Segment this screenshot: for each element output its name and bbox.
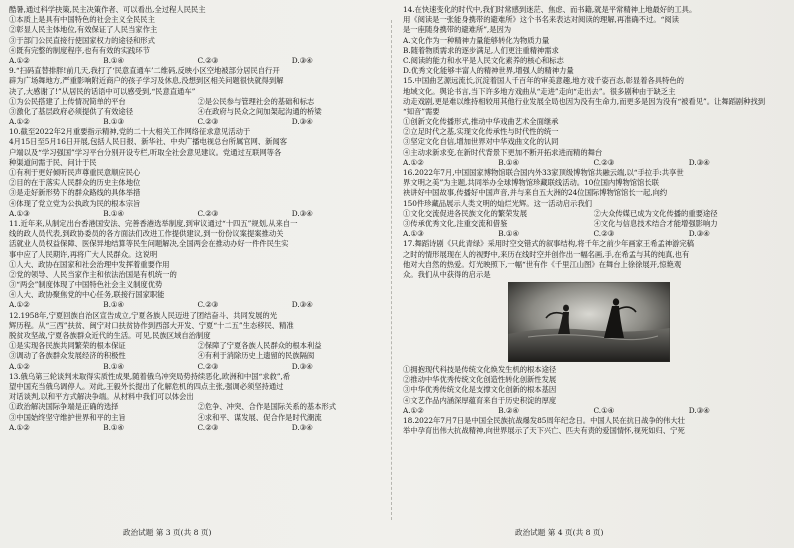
choice-item: A.文化作为一种精神力量能够转化为物质力量 xyxy=(403,35,550,45)
choice-item: ③中国始终坚守维护世界和平的主旨 xyxy=(9,412,126,422)
question-17 xyxy=(403,239,784,416)
question-stem: 事中应了人民期许,再将广大人民群众。这说明 xyxy=(9,249,158,259)
answer-options xyxy=(403,229,784,239)
option-c: C.②③ xyxy=(197,422,219,432)
answer-options xyxy=(9,300,386,310)
answer-options xyxy=(9,209,386,219)
choice-item: ②党的领导、人民当家作主和依法治国是有机统一的 xyxy=(9,269,177,279)
choice-item: ③调动了各族群众发展经济的积极性 xyxy=(9,351,126,361)
question-stem: 界文明之美”为主题,共同举办全球博物馆珍藏联线活动。10位国内博物馆馆长联 xyxy=(403,178,659,188)
option-b: B.①④ xyxy=(103,300,124,310)
option-b: B.①④ xyxy=(498,157,519,167)
page-footer-right: 政治试题 第 4 页(共 8 页) xyxy=(515,528,604,537)
right-column xyxy=(403,5,784,436)
choice-row xyxy=(9,341,386,351)
dance-photo-graphic xyxy=(508,282,670,362)
option-c: C.②③ xyxy=(593,229,615,239)
choice-item: ②彰显人民主体地位,有效保证了人民当家作主 xyxy=(9,25,158,35)
question-stem: 150件珍藏品展示人类文明的灿烂光辉。这一活动启示我们 xyxy=(403,198,592,208)
question-stem: 举中孕育出伟大抗战精神,向世界展示了天下兴亡、匹夫有责的爱国情怀,视死如归、宁死 xyxy=(403,426,685,436)
option-a: A.①② xyxy=(9,117,30,127)
choice-item: ②危争、冲突、合作是国际关系的基本形式 xyxy=(197,402,337,412)
choice-item: ③是走好新形势下的群众路线的具体举措 xyxy=(9,188,141,198)
choice-row xyxy=(403,209,784,219)
question-stem: 对话谈判,以和平方式解决争端。从材料中我们可以体会出 xyxy=(9,392,194,402)
question-stem: 10.截至2022年2月重要指示精神,党的二十大相关工作网络征求意见活动于 xyxy=(9,127,251,137)
page-footer-left: 政治试题 第 3 页(共 8 页) xyxy=(123,528,212,537)
question-stem: 14.在快速变化的时代中,我们时常感到迷茫、焦虑、而书籍,就是平常精神上地最好的工具。 xyxy=(403,5,697,14)
question-9 xyxy=(9,66,386,127)
choice-item: ②目的在于落实人民群众的历史主体地位 xyxy=(9,178,141,188)
choice-row xyxy=(9,107,386,117)
choice-item: ②立足时代之基,实现文化传承性与时代性的统一 xyxy=(403,127,559,137)
choice-item: ④文化与信息技术结合才能增强影响力 xyxy=(593,218,718,228)
question-18 xyxy=(403,416,784,436)
dance-stage-photo xyxy=(508,282,670,362)
question-stem: 17.舞蹈诗剧《只此青绿》采用时空交错式的叙事结构,将千年之前少年画家王希孟神游完稿 xyxy=(403,239,694,249)
option-b: B.①④ xyxy=(498,229,519,239)
option-a: A.①③ xyxy=(9,208,30,218)
question-stem: 望中国充当俄乌调停人。对此,王毅外长提出了化解危机的四点主张,强调必须坚持通过 xyxy=(9,381,284,391)
answer-options xyxy=(9,362,386,372)
option-a: A.①② xyxy=(9,55,30,65)
choice-item: ④既有完整的制度程序,也有有效的实践环节 xyxy=(9,45,150,55)
option-d: D.③④ xyxy=(291,422,313,432)
question-stem: 12.1958年,宁夏回族自治区宣告成立,宁夏各族人民迈进了团结奋斗、共同发展的光 xyxy=(9,310,277,320)
option-a: A.①③ xyxy=(403,229,424,239)
option-a: A.①② xyxy=(9,300,30,310)
question-stem: 线的政人员代表,到政协委员的各方面法们改进工作提供建议,到一份份议案提案推动关 xyxy=(9,229,284,239)
answer-options xyxy=(403,158,784,168)
option-d: D.③④ xyxy=(688,229,710,239)
question-stem: 众。我们从中获得的启示是 xyxy=(403,269,491,279)
question-stem: 决了,大感谢了!”从居民的话语中可以感受到,“民意直通车” xyxy=(9,86,196,96)
question-16 xyxy=(403,168,784,239)
option-a: A.①② xyxy=(403,405,424,415)
option-d: D.③④ xyxy=(291,361,313,371)
question-stem: 之时的情形展现在人的视野中,来历在线时空并创作出一幅名画,手,在希孟与其的纯真,也有 xyxy=(403,249,690,259)
option-d: D.③④ xyxy=(688,157,710,167)
question-14 xyxy=(403,5,784,76)
choice-item: ①文化交流促进各民族文化的繁荣发展 xyxy=(403,208,527,218)
question-10 xyxy=(9,127,386,219)
question-15 xyxy=(403,76,784,168)
option-c: C.①④ xyxy=(593,405,615,415)
option-b: B.②④ xyxy=(498,405,519,415)
choice-item: ①政治解决国际争端是正确的选择 xyxy=(9,402,119,412)
choice-item: ①拥抱现代科技是传统文化焕发生机的根本途径 xyxy=(403,365,557,375)
question-11 xyxy=(9,219,386,311)
choice-item: ④人大、政协聚焦党的中心任务,联接行国家职能 xyxy=(9,290,165,300)
choice-item: ④有利于消除历史上遗留的民族隔阂 xyxy=(197,351,315,361)
choice-item: ②是公民参与管理社会的基础和标志 xyxy=(197,96,315,106)
left-column xyxy=(9,5,386,433)
question-stem: 11.近年来,从制定出台香港国安法、完善香港选举制度,到审议通过“十四五”规划,从来自一 xyxy=(9,218,298,228)
choice-row xyxy=(9,413,386,423)
choice-item: B.随着物质需求的逐步满足,人们更注重精神需求 xyxy=(403,45,559,55)
answer-options xyxy=(9,56,386,66)
choice-item: ④主动求新求变,在新时代背景下更加不断开拓求进而精的舞台 xyxy=(403,147,603,157)
q8-continued xyxy=(9,5,386,66)
question-stem: 13.俄乌第三轮谈判未取得实质性成果,随着俄乌冲突局势持续恶化,欧洲和中国“求救”,希 xyxy=(9,371,291,381)
answer-options xyxy=(9,117,386,127)
choice-item: ③激化了基层政府必须提供了有效途径 xyxy=(9,106,133,116)
option-b: B.①③ xyxy=(103,117,124,127)
option-c: C.②③ xyxy=(197,361,219,371)
question-stem: 是一座随身携带的避难所”,是因为 xyxy=(403,25,512,35)
option-b: B.①④ xyxy=(103,55,124,65)
option-a: A.①② xyxy=(9,422,30,432)
choice-item: ①人大、政协在国家和社会治理中发挥着重要作用 xyxy=(9,259,170,269)
choice-item: ①本质上是具有中国特色的社会主义全民民主 xyxy=(9,15,155,25)
question-stem: 脱贫攻坚战,宁夏各族群众近代的生活。可见,民族区域自治制度 xyxy=(9,331,211,340)
question-13 xyxy=(9,372,386,433)
question-stem: 动走戏剧,更是难以维持相较用其他行业发展全局也因为没有生命力,而更多是因为没有“被看见”。让舞蹈剧种找到 xyxy=(403,96,766,106)
choice-item: ②大众传媒已成为文化传播的重要途径 xyxy=(593,208,718,218)
question-stem: 16.2022年7月,中国国家博物馆联合国内外33家顶级博物馆共融云端,以“手拉手:共享世 xyxy=(403,168,684,177)
option-d: D.③④ xyxy=(688,405,710,415)
question-stem: 地域文化。舆论书言,当下许多地方戏曲从“走进”走向“走出去”。很多剧种由于缺乏主 xyxy=(403,86,676,96)
choice-row xyxy=(9,402,386,412)
question-stem: 4月15日至5月16日开展,包括人民日报、新华社、中央广播电视总台所属官网、新闻客 xyxy=(9,137,288,147)
question-stem: 户端以及“学习强国”学习平台分别开设专栏,听取全社会意见建议。党通过互联网等各 xyxy=(9,147,282,157)
choice-row xyxy=(9,97,386,107)
choice-item: ②推动中华优秀传统文化创造性转化创新性发展 xyxy=(403,375,557,385)
option-d: D.③④ xyxy=(291,55,313,65)
choice-item: ①是实现各民族共同繁荣的根本保证 xyxy=(9,341,126,351)
question-stem: 种渠道问需于民、问计于民 xyxy=(9,157,97,167)
question-stem: 15.中国曲艺源远流长,沉淀着国人千百年的审美意趣,地方戏千姿百态,彰显着各具特色的 xyxy=(403,76,684,86)
text-line: 酷暑,通过科学抉策,民主决策作者、可以看出,全过程人民民主 xyxy=(9,5,206,14)
answer-options xyxy=(9,423,386,433)
choice-item: ④在政府与民众之间加架起沟通的桥梁 xyxy=(197,106,322,116)
question-stem: 他对大自然的热爱。灯光映照下,一幅“世有作《千里江山图》在舞台上徐徐展开,惊艳观 xyxy=(403,259,682,269)
choice-item: ③于部门公民直接行使国家权力的途径和形式 xyxy=(9,35,155,45)
choice-item: ④文艺作品内涵深厚蕴育来自于历史积淀的厚度 xyxy=(403,395,557,405)
choice-item: ③“两会”制度体现了中国特色社会主义制度优势 xyxy=(9,280,163,290)
question-stem: 辉历程。从“三西”扶贫、闽宁对口扶贫协作到西部大开发、宁夏“十二五”生态移民、精准 xyxy=(9,320,294,330)
option-a: A.①② xyxy=(9,361,30,371)
choice-item: ①为公民搭建了上传情况简单的平台 xyxy=(9,96,126,106)
option-c: C.②③ xyxy=(593,157,615,167)
choice-item: ③中华优秀传统文化是支撑文化创新的根本基因 xyxy=(403,385,557,395)
option-d: D.③④ xyxy=(291,208,313,218)
option-c: C.②③ xyxy=(197,300,219,310)
option-c: C.②③ xyxy=(197,117,219,127)
choice-item: C.阅读的能力和水平是人民文化素养的核心和标志 xyxy=(403,55,564,65)
choice-row xyxy=(9,351,386,361)
answer-options xyxy=(403,406,784,416)
column-divider xyxy=(391,20,392,520)
choice-item: ②保障了宁夏各族人民群众的根本利益 xyxy=(197,341,322,351)
choice-item: ④求和平、谋发展、促合作是时代潮流 xyxy=(197,412,322,422)
option-c: C.②③ xyxy=(197,55,219,65)
option-d: D.③④ xyxy=(291,117,313,127)
question-stem: 9.“扫码直替排胖!前几天,我打了‘民意直通车’二维码,反映小区空地被部分居民自行开 xyxy=(9,66,280,76)
choice-item: ①创新文化传播形式,推动中华戏曲艺术全面继承 xyxy=(403,117,559,127)
option-c: C.②③ xyxy=(197,208,219,218)
option-a: A.①② xyxy=(403,157,424,167)
question-stem: “知音”需要 xyxy=(403,106,440,116)
question-stem: 用《阅读是一张能身携带的避难所》这个书名来表达对阅读的理解,再准确不过。“阅读 xyxy=(403,15,679,25)
question-stem: 辟为广场舞地方,严重影响附近商户的孩子学习及休息,没想到区相关问题很快就得到解 xyxy=(9,76,284,86)
question-stem: 活就业人员权益保障、医保异地结算等民生问题解决,全国两会在推动办好一件件民生实 xyxy=(9,239,289,249)
choice-item: D.优秀文化能够丰富人的精神世界,增强人的精神力量 xyxy=(403,66,574,76)
option-d: D.③④ xyxy=(291,300,313,310)
choice-item: ①有利于更好倾听民声尊重民意顺应民心 xyxy=(9,168,141,177)
option-b: B.①④ xyxy=(103,361,124,371)
question-stem: 18.2022年7月7日是中国全民族抗战爆发85周年纪念日。中国人民在抗日战争的伟大壮 xyxy=(403,416,685,425)
option-b: B.①④ xyxy=(103,208,124,218)
option-b: B.①④ xyxy=(103,422,124,432)
question-12 xyxy=(9,311,386,372)
question-stem: 袂讲好中国故事,传播好中国声音,并与来自五大洲的24位国际博物馆馆长一起,向约 xyxy=(403,188,668,198)
choice-item: ③坚定文化自信,增加世界对中华戏曲文化的认同 xyxy=(403,137,559,147)
choice-item: ③传承优秀文化,注重交流和借鉴 xyxy=(403,218,508,228)
choice-item: ④体现了党立党为公执政为民的根本宗旨 xyxy=(9,198,141,208)
choice-row xyxy=(403,219,784,229)
